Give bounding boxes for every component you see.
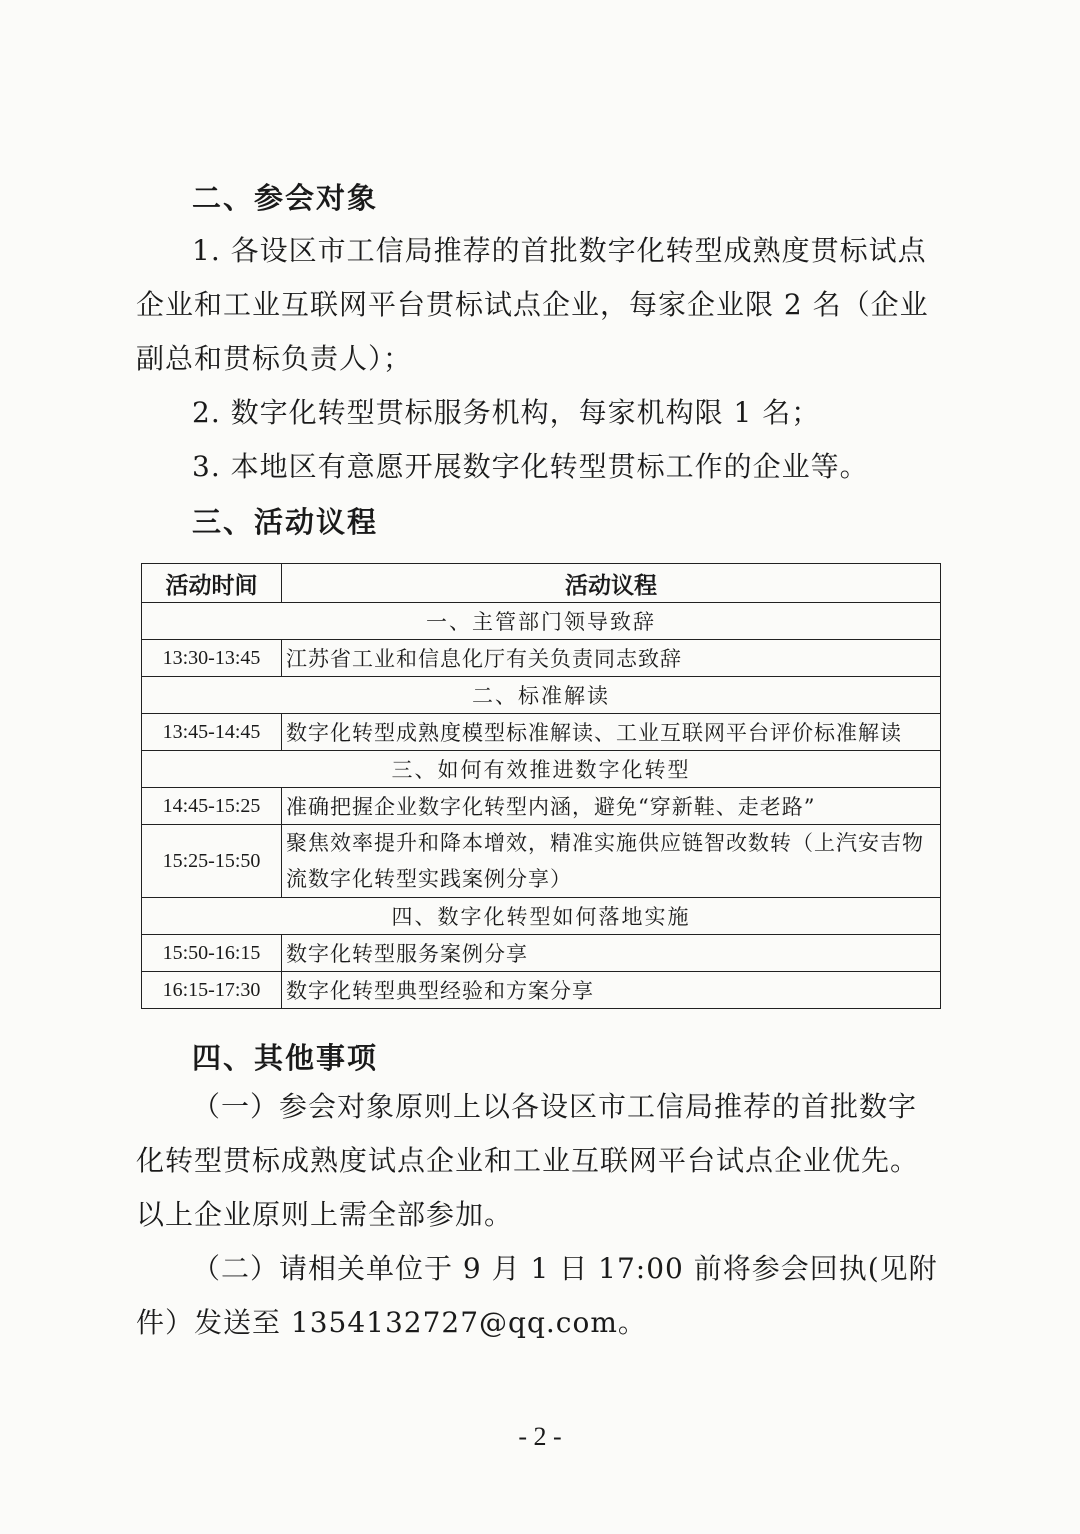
agenda-row: [142, 972, 941, 1009]
agenda-item: 准确把握企业数字化转型内涵，避免“穿新鞋、走老路”: [282, 788, 941, 825]
agenda-row: [142, 825, 941, 898]
agenda-item: 聚焦效率提升和降本增效，精准实施供应链智改数转（上汽安吉物流数字化转型实践案例分享）: [282, 825, 941, 898]
other-item-2: （二）请相关单位于 9 月 1 日 17:00 前将参会回执(见附件）发送至 1354132727@qq.com。: [136, 1252, 938, 1339]
agenda-row: [142, 714, 941, 751]
agenda-time: 13:45-14:45: [142, 714, 282, 751]
agenda-section-row: [142, 603, 941, 640]
agenda-section-title: 一、主管部门领导致辞: [142, 603, 941, 640]
agenda-time: 16:15-17:30: [142, 972, 282, 1009]
agenda-row: [142, 788, 941, 825]
agenda-time: 15:25-15:50: [142, 825, 282, 898]
agenda-section-row: [142, 898, 941, 935]
agenda-time: 13:30-13:45: [142, 640, 282, 677]
agenda-section-title: 二、标准解读: [142, 677, 941, 714]
other-item-1: （一）参会对象原则上以各设区市工信局推荐的首批数字化转型贯标成熟度试点企业和工业互联网平台试点企业优先。以上企业原则上需全部参加。: [136, 1090, 920, 1231]
header-agenda: 活动议程: [282, 564, 941, 603]
agenda-row: [142, 640, 941, 677]
attendee-item-1: 1. 各设区市工信局推荐的首批数字化转型成熟度贯标试点企业和工业互联网平台贯标试点企业，每家企业限 2 名（企业副总和贯标负责人）；: [136, 234, 929, 375]
agenda-item: 数字化转型成熟度模型标准解读、工业互联网平台评价标准解读: [282, 714, 941, 751]
attendee-item-2: 2. 数字化转型贯标服务机构，每家机构限 1 名；: [192, 396, 821, 429]
section-heading-other: 四、其他事项: [192, 1041, 379, 1075]
agenda-row: [142, 935, 941, 972]
agenda-item: 江苏省工业和信息化厅有关负责同志致辞: [282, 640, 941, 677]
agenda-time: 14:45-15:25: [142, 788, 282, 825]
agenda-section-title: 四、数字化转型如何落地实施: [142, 898, 941, 935]
page-number: - 2 -: [518, 1422, 562, 1451]
agenda-section-title: 三、如何有效推进数字化转型: [142, 751, 941, 788]
agenda-item: 数字化转型服务案例分享: [282, 935, 941, 972]
header-time: 活动时间: [142, 564, 282, 603]
agenda-section-row: [142, 751, 941, 788]
section-heading-attendees: 二、参会对象: [192, 181, 379, 215]
section-heading-agenda: 三、活动议程: [192, 505, 379, 539]
agenda-header-row: [142, 564, 941, 603]
attendee-item-3: 3. 本地区有意愿开展数字化转型贯标工作的企业等。: [192, 450, 869, 483]
agenda-time: 15:50-16:15: [142, 935, 282, 972]
agenda-table: [141, 563, 941, 1009]
agenda-item: 数字化转型典型经验和方案分享: [282, 972, 941, 1009]
agenda-section-row: [142, 677, 941, 714]
